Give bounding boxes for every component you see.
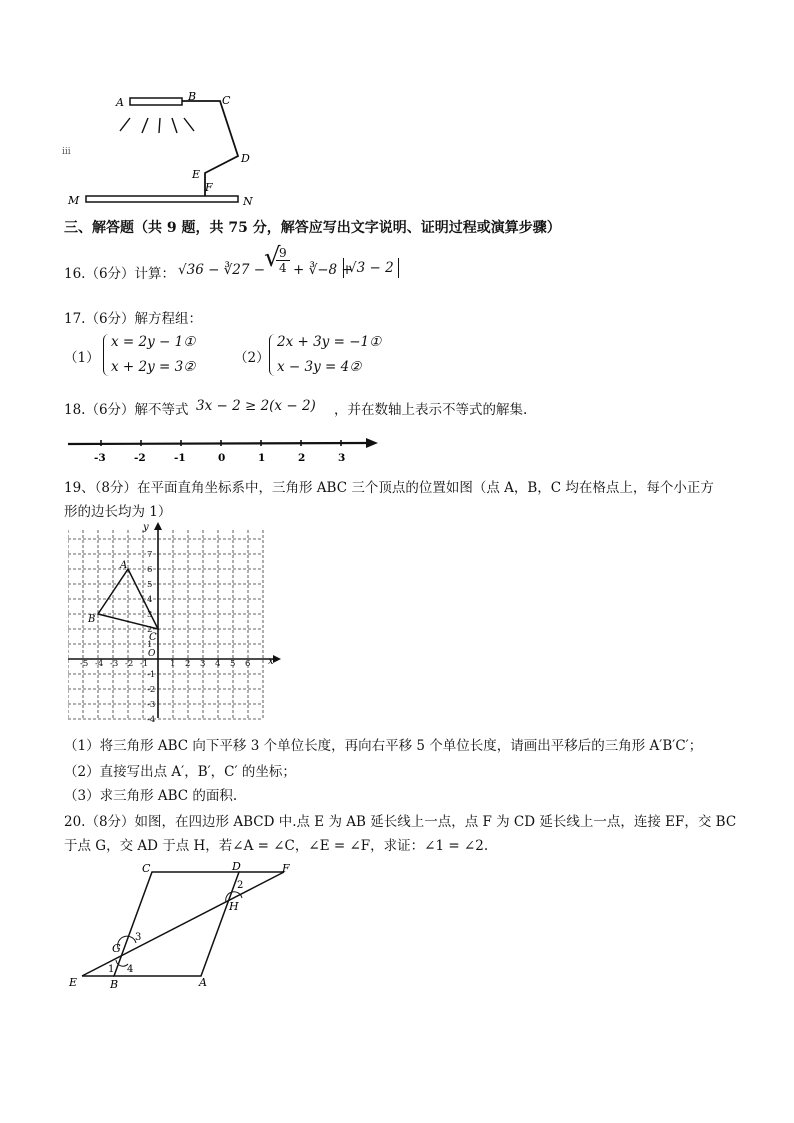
x-tick-label: -5 — [80, 659, 89, 669]
q18-suffix: ，并在数轴上表示不等式的解集. — [334, 402, 528, 418]
light-rays — [120, 118, 194, 133]
q18-label: 18.（6分）解不等式 — [64, 402, 189, 418]
label-C: C — [142, 862, 151, 875]
y-tick-label: -3 — [147, 700, 156, 710]
label-C: C — [222, 94, 231, 107]
q17-label: 17.（6分）解方程组： — [64, 311, 203, 327]
q16-frac-num: 9 — [276, 246, 290, 261]
q16-label: 16.（6分）计算： — [64, 266, 176, 282]
number-line-tick-label: -2 — [134, 452, 146, 464]
y-tick-label: -1 — [147, 670, 156, 680]
label-F: F — [282, 862, 290, 875]
top-figure — [60, 88, 260, 208]
q17-part2-eq2: x − 3y = 4② — [277, 359, 362, 375]
x-tick-label: 3 — [200, 659, 206, 669]
y-tick-label: 6 — [147, 565, 153, 575]
x-tick-label: -4 — [95, 659, 104, 669]
origin-label: O — [148, 649, 156, 659]
label-A: A — [116, 96, 124, 109]
q17-part2-label: （2） — [234, 350, 270, 366]
x-tick-label: 6 — [245, 659, 251, 669]
arrow-right-icon — [366, 438, 378, 448]
y-tick-label: -4 — [147, 715, 156, 722]
y-tick-label: -2 — [147, 685, 156, 695]
lamp-bar — [130, 98, 182, 105]
x-axis-arrow-icon — [273, 655, 281, 663]
label-E: E — [69, 976, 78, 989]
label-D: D — [232, 860, 241, 873]
number-line-tick-label: -3 — [94, 452, 106, 464]
q18-inequality: 3x − 2 ≥ 2(x − 2) — [196, 398, 316, 414]
q17-part1-eq1: x = 2y − 1① — [111, 334, 196, 350]
label-N: N — [243, 195, 253, 208]
x-tick-label: -1 — [140, 659, 149, 669]
label-angle-3: 3 — [135, 932, 142, 943]
y-tick-label: 7 — [147, 550, 153, 560]
x-tick-label: 2 — [185, 659, 191, 669]
x-tick-label: 4 — [215, 659, 221, 669]
quadrilateral-abcd — [114, 872, 239, 976]
q19-sub2: （2）直接写出点 A′，B′，C′ 的坐标； — [64, 764, 296, 780]
number-line-tick-label: 0 — [218, 452, 226, 464]
svg-text:ⅲ: ⅲ — [62, 147, 71, 157]
q17-part2-brace — [269, 334, 275, 376]
y-axis-label: y — [143, 522, 149, 533]
base-bar — [86, 196, 238, 202]
y-tick-label: 2 — [147, 625, 153, 635]
q17-part2-eq1: 2x + 3y = −1① — [277, 334, 382, 350]
label-B: B — [188, 90, 197, 103]
x-tick-label: -3 — [110, 659, 119, 669]
label-G: G — [112, 942, 121, 955]
label-E: E — [192, 168, 201, 181]
x-tick-label: -2 — [125, 659, 134, 669]
label-M: M — [68, 194, 80, 207]
number-line-tick-label: 3 — [338, 452, 346, 464]
quadrilateral-figure — [64, 858, 304, 993]
label-F: F — [205, 181, 213, 194]
label-H: H — [229, 900, 239, 913]
number-line — [64, 430, 384, 464]
point-A-label: A — [120, 560, 128, 571]
q16-frac-den: 4 — [279, 261, 287, 275]
x-axis-label: x — [268, 656, 274, 667]
q16-abs: √3 − 2 — [343, 258, 399, 278]
q20-line2: 于点 G，交 AD 于点 H，若∠A = ∠C，∠E = ∠F，求证：∠1 = ∠2. — [64, 838, 489, 854]
q16-sqrt-fraction: √ 9 4 — [276, 246, 290, 275]
y-tick-label: 5 — [147, 580, 153, 590]
point-B-label: B — [88, 614, 96, 625]
x-tick-label: 5 — [230, 659, 236, 669]
section3-heading: 三、解答题（共 9 题，共 75 分，解答应写出文字说明、证明过程或演算步骤） — [64, 220, 561, 236]
point-C-label: C — [149, 632, 157, 643]
label-A: A — [199, 976, 207, 989]
y-tick-label: 4 — [147, 595, 153, 605]
y-tick-label: 3 — [147, 610, 153, 620]
number-line-tick-label: 1 — [258, 452, 266, 464]
q17-part1-eq2: x + 2y = 3② — [111, 359, 196, 375]
number-line-tick-label: -1 — [174, 452, 186, 464]
y-tick-label: 1 — [147, 640, 153, 650]
label-B: B — [110, 978, 119, 991]
q17-part1-brace — [103, 334, 109, 376]
q20-line1: 20.（8分）如图，在四边形 ABCD 中.点 E 为 AB 延长线上一点，点 F 为 CD 延长线上一点，连接 EF，交 BC — [64, 814, 737, 830]
x-tick-label: 1 — [170, 659, 176, 669]
number-line-tick-label: 2 — [298, 452, 306, 464]
label-angle-1: 1 — [108, 964, 115, 975]
q16-expr-b: + ∛−8 + — [293, 262, 353, 278]
q19-line1: 19、（8分）在平面直角坐标系中，三角形 ABC 三个顶点的位置如图（点 A，B，C 均在格点上，每个小正方 — [64, 480, 714, 496]
segment-ef — [82, 872, 284, 976]
q19-line2: 形的边长均为 1） — [64, 504, 172, 520]
q16-expr-a: √36 − ∛27 − — [178, 262, 266, 278]
q19-sub1: （1）将三角形 ABC 向下平移 3 个单位长度，再向右平移 5 个单位长度，请画出平移后的三角形 A′B′C′； — [64, 738, 703, 754]
y-axis-arrow-icon — [154, 522, 162, 530]
label-D: D — [241, 152, 250, 165]
label-angle-2: 2 — [237, 880, 244, 891]
q19-sub3: （3）求三角形 ABC 的面积. — [64, 788, 238, 804]
coordinate-grid — [68, 522, 283, 722]
label-angle-4: 4 — [127, 964, 134, 975]
q17-part1-label: （1） — [64, 350, 100, 366]
